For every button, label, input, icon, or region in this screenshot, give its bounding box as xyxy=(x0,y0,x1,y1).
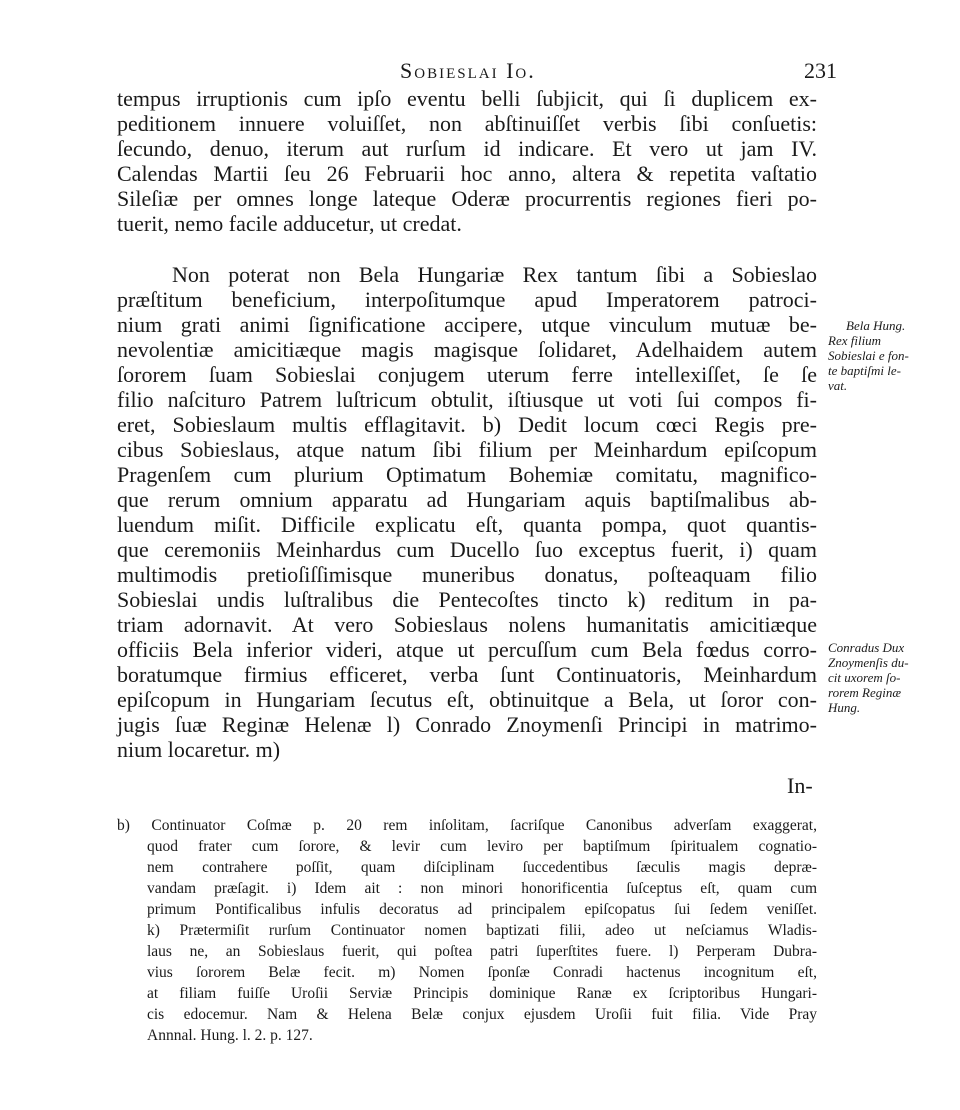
text-line: cibus Sobieslaus, atque natum ſibi filium per Meinhardum epiſcopum xyxy=(117,437,817,462)
text-line: Sileſiæ per omnes longe lateque Oderæ procurrentis regiones fieri po- xyxy=(117,186,817,211)
margin-note-line: Rex filium xyxy=(828,333,882,348)
catchword: In- xyxy=(787,773,813,798)
text-line: luendum miſit. Difficile explicatu eſt, quanta pompa, quot quantis- xyxy=(117,512,817,537)
margin-note-line: te baptiſmi le- xyxy=(828,363,901,378)
margin-note-line: Sobieslai e fon- xyxy=(828,348,909,363)
text-line: que rerum omnium apparatu ad Hungariam aquis baptiſmalibus ab- xyxy=(117,487,817,512)
text-line: jugis ſuæ Reginæ Helenæ l) Conrado Znoymenſi Principi in matrimo- xyxy=(117,712,817,737)
text-line: Pragenſem cum plurium Optimatum Bohemiæ comitatu, magnifico- xyxy=(117,462,817,487)
text-line: Non poterat non Bela Hungariæ Rex tantum ſibi a Sobieslao xyxy=(172,262,817,287)
text-line: boratumque firmius efficeret, verba ſunt Continuatoris, Meinhardum xyxy=(117,662,817,687)
footnote-line: nem contrahere poſſit, quam diſciplinam ſuccedentibus ſæculis magis depræ- xyxy=(147,859,817,876)
text-line: nevolentiæ amicitiæque magis magisque ſolidaret, Adelhaidem autem xyxy=(117,337,817,362)
text-line: filio naſcituro Patrem luſtricum obtulit, iſtiusque ut voti ſui compos fi- xyxy=(117,387,817,412)
margin-note-conradus xyxy=(828,640,938,715)
running-title: Sobieslai Io. xyxy=(400,58,536,83)
text-line: tempus irruptionis cum ipſo eventu belli ſubjicit, qui ſi duplicem ex- xyxy=(117,86,817,111)
text-line: ſecundo, denuo, iterum aut rurſum id indicare. Et vero ut jam IV. xyxy=(117,136,817,161)
text-line: Sobieslai undis luſtralibus die Pentecoſtes tincto k) reditum in pa- xyxy=(117,587,817,612)
footnote-line: b) Continuator Coſmæ p. 20 rem inſolitam, ſacriſque Canonibus adverſam exaggerat, xyxy=(117,817,817,834)
footnote-line: at filiam fuiſſe Uroſii Serviæ Principis dominique Ranæ ex ſcriptoribus Hungari- xyxy=(147,985,817,1002)
text-line: eret, Sobieslaum multis efflagitavit. b) Dedit locum cœci Regis pre- xyxy=(117,412,817,437)
footnote-line: laus ne, an Sobieslaus fuerit, qui poſtea patri ſuperſtites fuere. l) Perperam Dubra- xyxy=(147,943,817,960)
footnote-line: vandam præſagit. i) Idem ait : non minori honorificentia ſuſceptus eſt, quam cum xyxy=(147,880,817,897)
margin-note-line: Conradus Dux xyxy=(828,640,905,655)
text-line: triam adornavit. At vero Sobieslaus nolens humanitatis amicitiæque xyxy=(117,612,817,637)
footnote-line: Annnal. Hung. l. 2. p. 127. xyxy=(147,1027,313,1044)
text-line: nium grati animi ſignificatione accipere, utque vinculum mutuæ be- xyxy=(117,312,817,337)
margin-note-line: vat. xyxy=(828,378,848,393)
page-number: 231 xyxy=(804,58,837,83)
footnote-line: primum Pontificalibus infulis decoratus ad principalem epiſcopatus ſui ſedem veniſſet. xyxy=(147,901,817,918)
text-line: epiſcopum in Hungariam ſecutus eſt, obtinuitque a Bela, ut ſoror con- xyxy=(117,687,817,712)
footnote-line: k) Prætermiſit rurſum Continuator nomen baptizati filii, adeo ut neſciamus Wladis- xyxy=(147,922,817,939)
margin-note-line: Bela Hung. xyxy=(846,318,906,333)
margin-note-line: Znoymenſis du- xyxy=(828,655,909,670)
text-line: peditionem innuere voluiſſet, non abſtinuiſſet verbis ſibi conſuetis: xyxy=(117,111,817,136)
text-line: nium locaretur. m) xyxy=(117,737,281,762)
footnote-line: vius ſororem Belæ fecit. m) Nomen ſponſæ Conradi hactenus incognitum eſt, xyxy=(147,964,817,981)
text-line: officiis Bela inferior videri, atque ut percuſſum cum Bela fœdus corro- xyxy=(117,637,817,662)
margin-note-line: Hung. xyxy=(828,700,861,715)
text-line: tuerit, nemo facile adducetur, ut credat. xyxy=(117,211,462,236)
text-line: Calendas Martii ſeu 26 Februarii hoc anno, altera & repetita vaſtatio xyxy=(117,161,817,186)
margin-note-line: cit uxorem ſo- xyxy=(828,670,901,685)
text-line: multimodis pretioſiſſimisque muneribus donatus, poſteaquam filio xyxy=(117,562,817,587)
footnote-line: cis edocemur. Nam & Helena Belæ conjux ejusdem Uroſii fuit filia. Vide Pray xyxy=(147,1006,817,1023)
margin-note-bela xyxy=(828,318,938,393)
footnote-line: quod frater cum ſorore, & levir cum leviro per baptiſmum ſpiritualem cognatio- xyxy=(147,838,817,855)
text-line: que ceremoniis Meinhardus cum Ducello ſuo exceptus fuerit, i) quam xyxy=(117,537,817,562)
margin-note-line: rorem Reginæ xyxy=(828,685,902,700)
text-line: ſororem ſuam Sobieslai conjugem uterum ferre intellexiſſet, ſe ſe xyxy=(117,362,817,387)
text-line: præſtitum beneficium, interpoſitumque apud Imperatorem patroci- xyxy=(117,287,817,312)
page-header xyxy=(115,52,837,86)
